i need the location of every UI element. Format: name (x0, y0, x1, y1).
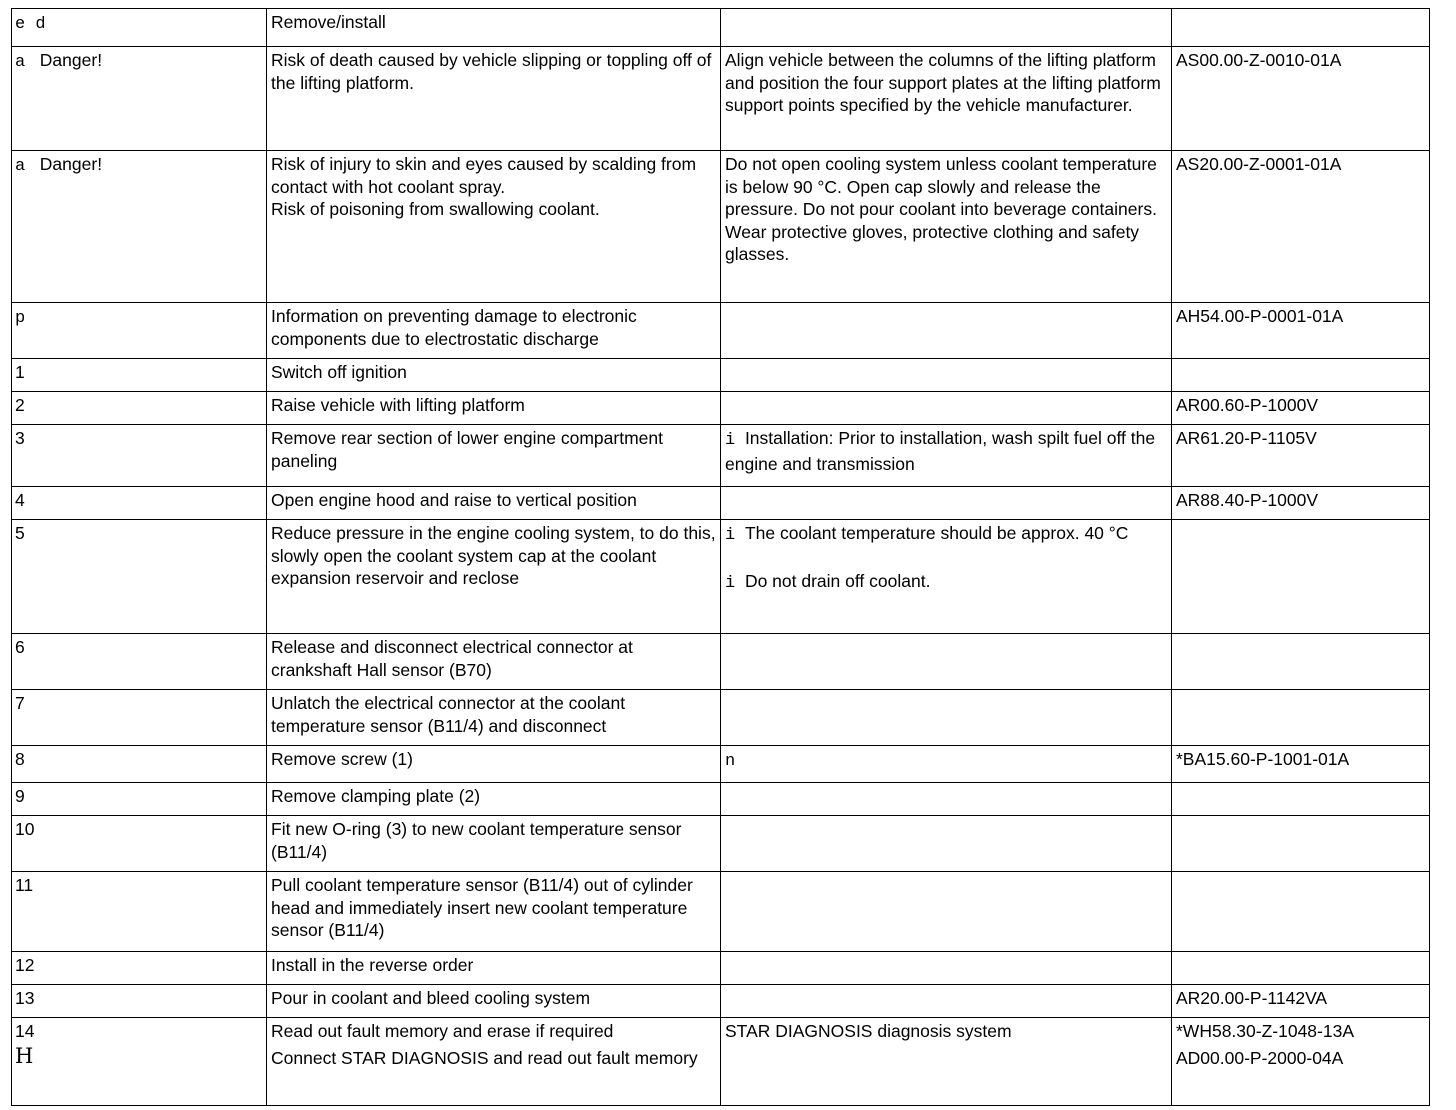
table-row (12, 985, 1430, 1018)
note-cell (721, 872, 1172, 952)
reference-cell[interactable] (1172, 1018, 1430, 1106)
reference-link[interactable]: AR00.60-P-1000V (1176, 395, 1319, 415)
note-cell: STAR DIAGNOSIS diagnosis system (721, 1018, 1172, 1106)
note-cell (721, 487, 1172, 520)
step-number: 10 (12, 816, 267, 872)
esd-icon: p (15, 309, 26, 328)
step-number: 12 (12, 952, 267, 985)
reference-link[interactable]: AR61.20-P-1105V (1176, 428, 1317, 448)
table-row (12, 746, 1430, 783)
table-row (12, 634, 1430, 690)
action-cell: Open engine hood and raise to vertical position (267, 487, 721, 520)
note-cell (721, 985, 1172, 1018)
table-row (12, 690, 1430, 746)
step-number: 1 (12, 359, 267, 392)
reference-cell[interactable] (1172, 47, 1430, 151)
reference-link[interactable]: AH54.00-P-0001-01A (1176, 306, 1344, 326)
table-row (12, 392, 1430, 425)
note-cell: Align vehicle between the columns of the lifting platform and position the four support plates at the lifting platform support points specified by the vehicle manufacturer. (721, 47, 1172, 151)
step-number: 11 (12, 872, 267, 952)
action-cell: Raise vehicle with lifting platform (267, 392, 721, 425)
warning-cell: a Danger! (12, 47, 267, 151)
reference-cell[interactable] (1172, 487, 1430, 520)
table-row (12, 47, 1430, 151)
action-cell: Release and disconnect electrical connector at crankshaft Hall sensor (B70) (267, 634, 721, 690)
reference-cell[interactable] (1172, 151, 1430, 303)
table-row (12, 1018, 1430, 1106)
action-cell: Remove/install (267, 9, 721, 47)
note-cell (721, 816, 1172, 872)
note-cell (721, 746, 1172, 783)
step-number: 13 (12, 985, 267, 1018)
note-cell (721, 359, 1172, 392)
action-cell: Reduce pressure in the engine cooling system, to do this, slowly open the coolant system cap at the coolant expansion reservoir and reclose (267, 520, 721, 634)
action-cell: Pour in coolant and bleed cooling system (267, 985, 721, 1018)
symbol-cell (12, 303, 267, 359)
step-number: 4 (12, 487, 267, 520)
action-cell: Pull coolant temperature sensor (B11/4) out of cylinder head and immediately insert new coolant temperature sensor (B11/4) (267, 872, 721, 952)
reference-cell[interactable] (1172, 303, 1430, 359)
note-cell (721, 392, 1172, 425)
reference-cell[interactable] (1172, 392, 1430, 425)
reference-cell (1172, 816, 1430, 872)
table-row (12, 151, 1430, 303)
step-number: 14 H (12, 1018, 267, 1106)
note-cell (721, 9, 1172, 47)
action-cell: Read out fault memory and erase if required Connect STAR DIAGNOSIS and read out fault memory (267, 1018, 721, 1106)
reference-cell (1172, 9, 1430, 47)
table-row (12, 359, 1430, 392)
action-cell: Risk of injury to skin and eyes caused by scalding from contact with hot coolant spray. Risk of poisoning from swallowing coolant. (267, 151, 721, 303)
note-cell (721, 303, 1172, 359)
info-icon: i (725, 431, 736, 450)
procedure-table (11, 8, 1430, 1106)
table-row (12, 872, 1430, 952)
reference-link[interactable]: *BA15.60-P-1001-01A (1176, 749, 1350, 769)
action-cell: Switch off ignition (267, 359, 721, 392)
reference-cell (1172, 359, 1430, 392)
warning-icon: a (15, 157, 26, 176)
table-row (12, 816, 1430, 872)
step-number: 3 (12, 425, 267, 487)
reference-cell (1172, 690, 1430, 746)
action-cell: Risk of death caused by vehicle slipping or toppling off of the lifting platform. (267, 47, 721, 151)
info-icon: i (725, 526, 736, 545)
reference-cell[interactable] (1172, 425, 1430, 487)
action-cell: Remove clamping plate (2) (267, 783, 721, 816)
note-cell: Do not open cooling system unless coolant temperature is below 90 °C. Open cap slowly and release the pressure. Do not pour coolant into beverage containers. Wear protective gloves, protective clothing and safety glasses. (721, 151, 1172, 303)
reference-cell[interactable] (1172, 985, 1430, 1018)
table-row (12, 952, 1430, 985)
table-row (12, 520, 1430, 634)
action-cell: Information on preventing damage to electronic components due to electrostatic discharge (267, 303, 721, 359)
reference-cell (1172, 634, 1430, 690)
step-number: 8 (12, 746, 267, 783)
action-cell: Remove screw (1) (267, 746, 721, 783)
reference-cell[interactable] (1172, 746, 1430, 783)
action-cell: Install in the reverse order (267, 952, 721, 985)
table-row (12, 9, 1430, 47)
step-number: 9 (12, 783, 267, 816)
reference-link[interactable]: *WH58.30-Z-1048-13A (1176, 1021, 1354, 1041)
action-cell: Remove rear section of lower engine compartment paneling (267, 425, 721, 487)
warning-icon: a (15, 53, 26, 72)
reference-link[interactable]: AR20.00-P-1142VA (1176, 988, 1328, 1008)
warning-cell: a Danger! (12, 151, 267, 303)
reference-cell (1172, 872, 1430, 952)
step-number: 7 (12, 690, 267, 746)
info-icon: i (725, 573, 736, 593)
tool-icon: n (725, 752, 736, 771)
step-number: 2 (12, 392, 267, 425)
diagnosis-icon: H (15, 1043, 34, 1068)
reference-link[interactable]: AS20.00-Z-0001-01A (1176, 154, 1342, 174)
reference-link[interactable]: AD00.00-P-2000-04A (1176, 1047, 1344, 1068)
reference-link[interactable]: AS00.00-Z-0010-01A (1176, 50, 1342, 70)
action-cell: Unlatch the electrical connector at the coolant temperature sensor (B11/4) and disconnect (267, 690, 721, 746)
reference-link[interactable]: AR88.40-P-1000V (1176, 490, 1319, 510)
note-cell (721, 952, 1172, 985)
note-cell (721, 783, 1172, 816)
step-number: 6 (12, 634, 267, 690)
note-cell: i Installation: Prior to installation, wash spilt fuel off the engine and transmission (721, 425, 1172, 487)
reference-cell (1172, 520, 1430, 634)
edit-symbol-icon: e d (15, 15, 46, 34)
table-row (12, 425, 1430, 487)
action-cell: Fit new O-ring (3) to new coolant temperature sensor (B11/4) (267, 816, 721, 872)
note-cell (721, 634, 1172, 690)
reference-cell (1172, 783, 1430, 816)
table-row (12, 783, 1430, 816)
note-cell: i The coolant temperature should be approx. 40 °C i Do not drain off coolant. (721, 520, 1172, 634)
table-row (12, 487, 1430, 520)
step-number: 5 (12, 520, 267, 634)
table-row (12, 303, 1430, 359)
note-cell (721, 690, 1172, 746)
symbol-cell (12, 9, 267, 47)
reference-cell (1172, 952, 1430, 985)
